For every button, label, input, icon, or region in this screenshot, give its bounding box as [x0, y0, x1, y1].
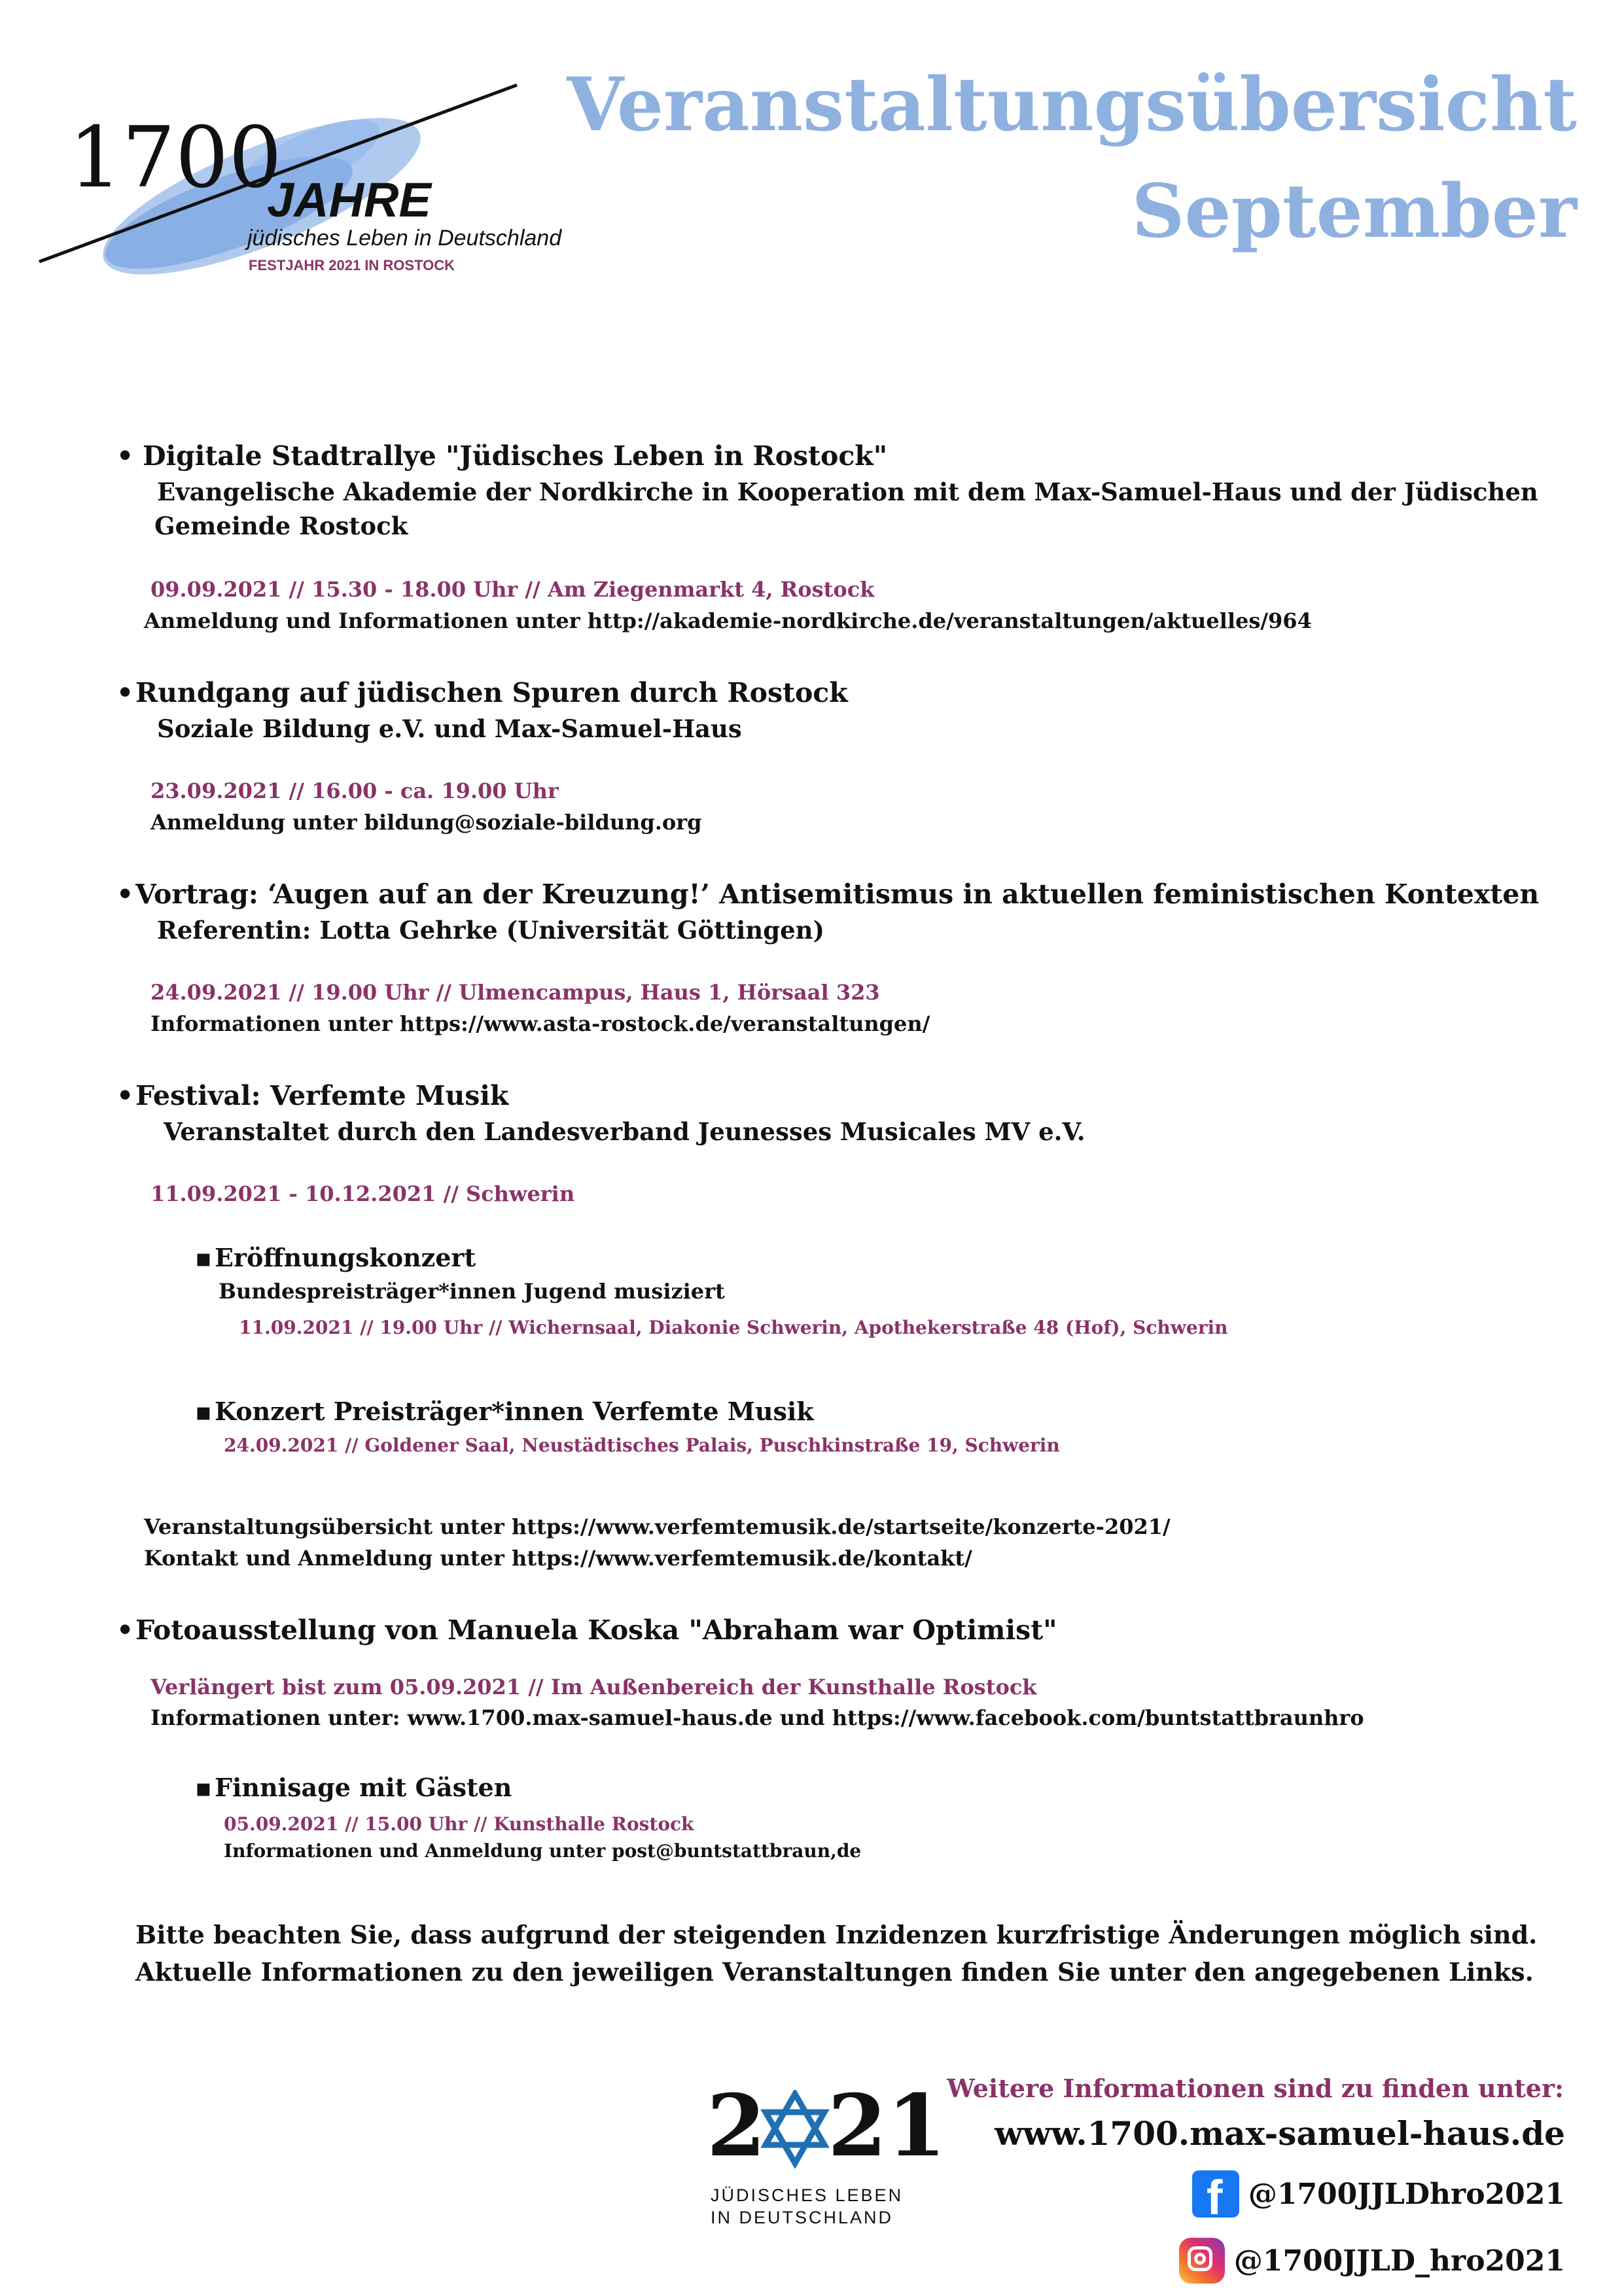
- sub-event-title: Konzert Preisträger*innen Verfemte Musik: [215, 1397, 814, 1426]
- event-organizer-cont: Gemeinde Rostock: [154, 512, 408, 540]
- event-organizer: Soziale Bildung e.V. und Max-Samuel-Haus: [157, 714, 742, 743]
- logo-2021: [707, 2076, 946, 2240]
- event-meta: 24.09.2021 // 19.00 Uhr // Ulmencampus, Haus 1, Hörsaal 323: [150, 980, 880, 1005]
- sub-bullet-icon: ▪: [195, 1243, 212, 1272]
- instagram-row[interactable]: [1179, 2237, 1565, 2284]
- logo-2021-text-cont: IN DEUTSCHLAND: [711, 2208, 894, 2227]
- logo-subtitle: jüdisches Leben in Deutschland: [247, 226, 562, 251]
- sub-event-title: Finnisage mit Gästen: [215, 1773, 512, 1802]
- facebook-handle: @1700JJLDhro2021: [1248, 2177, 1565, 2211]
- logo-jahre: JAHRE: [267, 173, 431, 227]
- logo-2021-digit: 2: [707, 2076, 766, 2176]
- event-info: Veranstaltungsübersicht unter https://www.verfemtemusik.de/startseite/konzerte-2021/: [144, 1514, 1171, 1539]
- bullet-icon: •: [116, 440, 134, 472]
- logo-2021-text: JÜDISCHES LEBEN: [711, 2185, 904, 2205]
- event-organizer: Veranstaltet durch den Landesverband Jeunesses Musicales MV e.V.: [164, 1117, 1086, 1146]
- event-title: Rundgang auf jüdischen Spuren durch Rostock: [135, 677, 848, 708]
- event-meta: 09.09.2021 // 15.30 - 18.00 Uhr // Am Ziegenmarkt 4, Rostock: [150, 577, 875, 602]
- sub-bullet-icon: ▪: [195, 1397, 212, 1426]
- instagram-handle: @1700JJLD_hro2021: [1233, 2244, 1565, 2278]
- page-title: Veranstaltungsübersicht: [567, 62, 1577, 148]
- logo-2021-digits: 21: [828, 2076, 946, 2176]
- event-organizer: Evangelische Akademie der Nordkirche in Kooperation mit dem Max-Samuel-Haus und der Jüdischen: [157, 478, 1538, 506]
- page-title-month: September: [1131, 169, 1577, 254]
- facebook-row[interactable]: [1192, 2170, 1565, 2218]
- event-title: Festival: Verfemte Musik: [135, 1080, 509, 1111]
- notice-line: Aktuelle Informationen zu den jeweiligen Veranstaltungen finden Sie unter den angegebenen Links.: [135, 1957, 1534, 1987]
- festjahr-logo: [33, 62, 582, 311]
- sub-event-meta: 05.09.2021 // 15.00 Uhr // Kunsthalle Rostock: [224, 1813, 694, 1835]
- event-title: Vortrag: ‘Augen auf an der Kreuzung!’ Antisemitismus in aktuellen feministischen Kontexten: [135, 878, 1540, 910]
- website-link[interactable]: www.1700.max-samuel-haus.de: [995, 2114, 1565, 2153]
- event-info: Informationen unter https://www.asta-rostock.de/veranstaltungen/: [150, 1011, 930, 1036]
- sub-event-subtitle: Bundespreisträger*innen Jugend musiziert: [219, 1279, 725, 1304]
- logo-festjahr: FESTJAHR 2021 IN ROSTOCK: [249, 257, 455, 273]
- logo-number: 1700: [69, 109, 282, 207]
- sub-event-meta: 24.09.2021 // Goldener Saal, Neustädtisches Palais, Puschkinstraße 19, Schwerin: [224, 1435, 1060, 1456]
- event-info-contact: Kontakt und Anmeldung unter https://www.verfemtemusik.de/kontakt/: [144, 1546, 972, 1571]
- event-meta: 23.09.2021 // 16.00 - ca. 19.00 Uhr: [150, 778, 559, 803]
- event-meta: Verlängert bist zum 05.09.2021 // Im Außenbereich der Kunsthalle Rostock: [150, 1675, 1037, 1699]
- event-title: Digitale Stadtrallye "Jüdisches Leben in Rostock": [143, 440, 888, 472]
- bullet-icon: •: [116, 677, 134, 708]
- sub-event-title: Eröffnungskonzert: [215, 1243, 476, 1272]
- bullet-icon: •: [116, 1080, 134, 1111]
- event-meta: 11.09.2021 - 10.12.2021 // Schwerin: [150, 1181, 575, 1206]
- event-info: Informationen unter: www.1700.max-samuel-haus.de und https://www.facebook.com/buntstattbraunhro: [150, 1705, 1364, 1730]
- sub-event-info: Informationen und Anmeldung unter post@buntstattbraun,de: [224, 1840, 862, 1862]
- event-title: Fotoausstellung von Manuela Koska "Abraham war Optimist": [135, 1614, 1057, 1646]
- sub-bullet-icon: ▪: [195, 1773, 212, 1802]
- sub-event-meta: 11.09.2021 // 19.00 Uhr // Wichernsaal, Diakonie Schwerin, Apothekerstraße 48 (Hof), Schwerin: [239, 1317, 1228, 1338]
- more-info-label: Weitere Informationen sind zu finden unter:: [947, 2074, 1564, 2103]
- facebook-icon: f: [1192, 2170, 1239, 2218]
- event-info: Anmeldung unter bildung@soziale-bildung.org: [150, 810, 702, 835]
- instagram-icon: [1179, 2238, 1225, 2284]
- event-info: Anmeldung und Informationen unter http://akademie-nordkirche.de/veranstaltungen/aktuelles/964: [144, 608, 1312, 633]
- bullet-icon: •: [116, 878, 134, 910]
- notice-line: Bitte beachten Sie, dass aufgrund der steigenden Inzidenzen kurzfristige Änderungen möglich sind.: [135, 1920, 1538, 1949]
- bullet-icon: •: [116, 1614, 134, 1646]
- event-organizer: Referentin: Lotta Gehrke (Universität Göttingen): [157, 916, 825, 945]
- star-of-david-icon: [759, 2090, 831, 2168]
